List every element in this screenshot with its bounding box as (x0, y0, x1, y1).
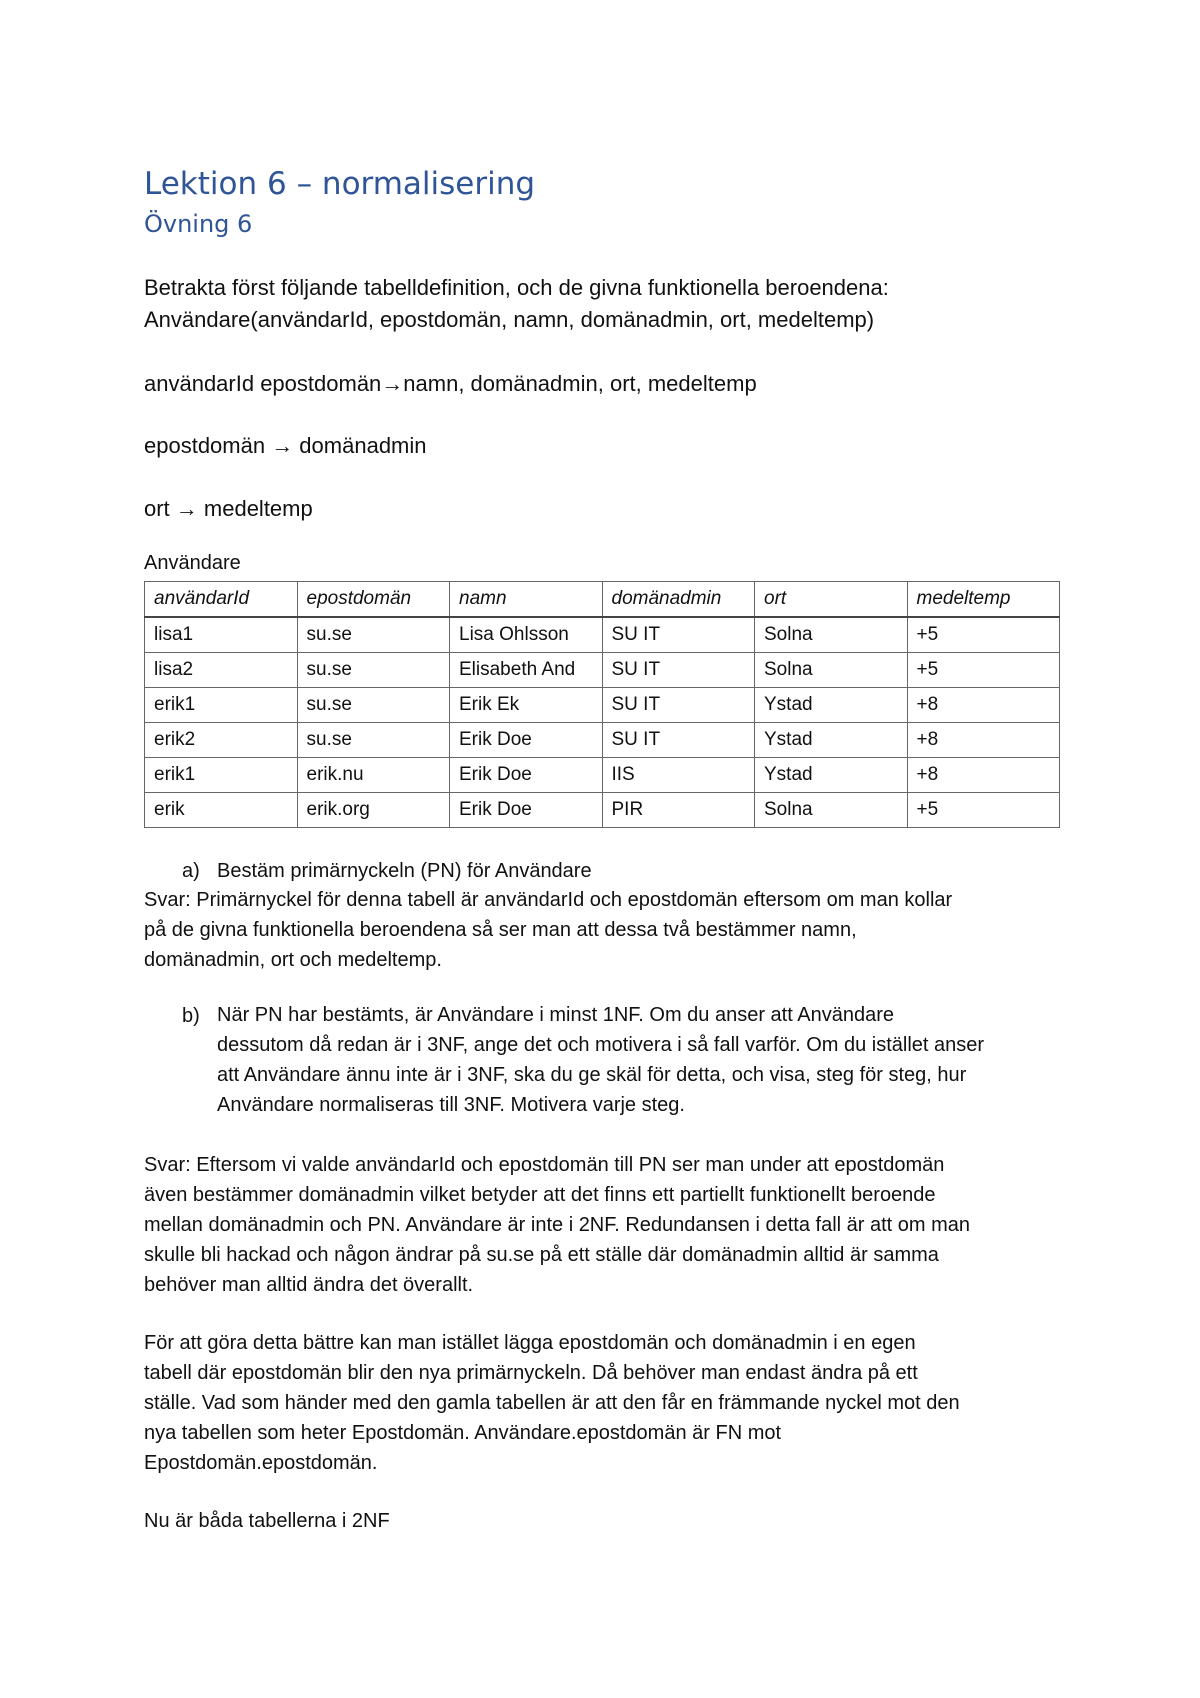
table-cell: Ystad (755, 758, 908, 793)
table-row (145, 617, 1060, 653)
question-b-line: dessutom då redan är i 3NF, ange det och motivera i så fall varför. Om du istället anser (217, 1034, 985, 1056)
table-cell: +5 (907, 793, 1060, 828)
table-cell: SU IT (602, 688, 755, 723)
exercise-subtitle: Övning 6 (144, 210, 253, 238)
answer-b-line: För att göra detta bättre kan man istället lägga epostdomän och domänadmin i en egen (144, 1332, 916, 1354)
answer-b-line: skulle bli hackad och någon ändrar på su.se på ett ställe där domänadmin alltid är samma (144, 1244, 939, 1266)
table-cell: Erik Doe (450, 758, 603, 793)
users-table (144, 581, 1060, 828)
table-row (145, 653, 1060, 688)
answer-b-line: ställe. Vad som händer med den gamla tabellen är att den får en främmande nyckel mot den (144, 1392, 960, 1414)
answer-b-line: Epostdomän.epostdomän. (144, 1452, 378, 1474)
table-definition: Användare(användarId, epostdomän, namn, domänadmin, ort, medeltemp) (144, 307, 875, 332)
table-cell: SU IT (602, 617, 755, 653)
table-cell: SU IT (602, 723, 755, 758)
question-b-text (217, 1000, 1097, 1120)
table-cell: +5 (907, 617, 1060, 653)
column-header: domänadmin (602, 582, 755, 618)
column-header: namn (450, 582, 603, 618)
question-b-line: Användare normaliseras till 3NF. Motivera varje steg. (217, 1094, 685, 1116)
answer-a-line: på de givna funktionella beroendena så ser man att dessa två bestämmer namn, (144, 919, 857, 941)
table-cell: Lisa Ohlsson (450, 617, 603, 653)
table-caption: Användare (144, 552, 241, 574)
table-row (145, 758, 1060, 793)
question-b-line: När PN har bestämts, är Användare i minst 1NF. Om du anser att Användare (217, 1004, 894, 1026)
table-cell: +8 (907, 723, 1060, 758)
answer-b-line: nya tabellen som heter Epostdomän. Användare.epostdomän är FN mot (144, 1422, 782, 1444)
table-row (145, 723, 1060, 758)
column-header: ort (755, 582, 908, 618)
page-title: Lektion 6 – normalisering (144, 166, 536, 202)
answer-b-line: behöver man alltid ändra det överallt. (144, 1274, 474, 1296)
question-b-line: att Användare ännu inte är i 3NF, ska du ge skäl för detta, och visa, steg för steg, hur (217, 1064, 967, 1086)
table-row (145, 793, 1060, 828)
answer-b-line: tabell där epostdomän blir den nya primärnyckeln. Då behöver man endast ändra på ett (144, 1362, 918, 1384)
conclusion-line: Nu är båda tabellerna i 2NF (144, 1510, 390, 1532)
table-cell: IIS (602, 758, 755, 793)
table-cell: +8 (907, 758, 1060, 793)
table-cell: erik.nu (297, 758, 450, 793)
column-header: medeltemp (907, 582, 1060, 618)
table-cell: su.se (297, 723, 450, 758)
table-cell: Solna (755, 653, 908, 688)
table-cell: SU IT (602, 653, 755, 688)
table-cell: +8 (907, 688, 1060, 723)
table-cell: erik1 (145, 688, 298, 723)
table-cell: PIR (602, 793, 755, 828)
intro-text: Betrakta först följande tabelldefinition, och de givna funktionella beroendena: (144, 275, 889, 300)
table-cell: Erik Doe (450, 793, 603, 828)
table-cell: su.se (297, 653, 450, 688)
question-a-text: Bestäm primärnyckeln (PN) för Användare (217, 860, 592, 882)
table-cell: erik.org (297, 793, 450, 828)
dependency-2: epostdomän → domänadmin (144, 433, 427, 458)
table-header-row (145, 582, 1060, 618)
question-b-label: b) (182, 1005, 200, 1027)
table-cell: Solna (755, 793, 908, 828)
table-cell: erik1 (145, 758, 298, 793)
answer-b-line: mellan domänadmin och PN. Användare är inte i 2NF. Redundansen i detta fall är att om man (144, 1214, 971, 1236)
dependency-3: ort → medeltemp (144, 496, 313, 521)
table-cell: su.se (297, 617, 450, 653)
answer-a-line: domänadmin, ort och medeltemp. (144, 949, 442, 971)
answer-b-part-1 (144, 1150, 1064, 1300)
table-cell: Ystad (755, 723, 908, 758)
table-cell: +5 (907, 653, 1060, 688)
table-cell: Erik Doe (450, 723, 603, 758)
answer-a (144, 885, 1064, 975)
answer-b-part-2 (144, 1328, 1064, 1478)
table-cell: lisa1 (145, 617, 298, 653)
table-cell: Erik Ek (450, 688, 603, 723)
table-cell: Ystad (755, 688, 908, 723)
question-a-label: a) (182, 860, 200, 882)
table-cell: erik (145, 793, 298, 828)
dependency-1: användarId epostdomän→namn, domänadmin, ort, medeltemp (144, 371, 757, 396)
table-cell: Elisabeth And (450, 653, 603, 688)
table-cell: erik2 (145, 723, 298, 758)
column-header: användarId (145, 582, 298, 618)
column-header: epostdomän (297, 582, 450, 618)
answer-b-line: Svar: Eftersom vi valde användarId och epostdomän till PN ser man under att epostdomän (144, 1154, 945, 1176)
table-cell: su.se (297, 688, 450, 723)
table-cell: lisa2 (145, 653, 298, 688)
table-row (145, 688, 1060, 723)
answer-a-line: Svar: Primärnyckel för denna tabell är användarId och epostdomän eftersom om man kollar (144, 889, 953, 911)
table-cell: Solna (755, 617, 908, 653)
conclusion (144, 1506, 1064, 1536)
answer-b-line: även bestämmer domänadmin vilket betyder att det finns ett partiellt funktionellt beroende (144, 1184, 936, 1206)
